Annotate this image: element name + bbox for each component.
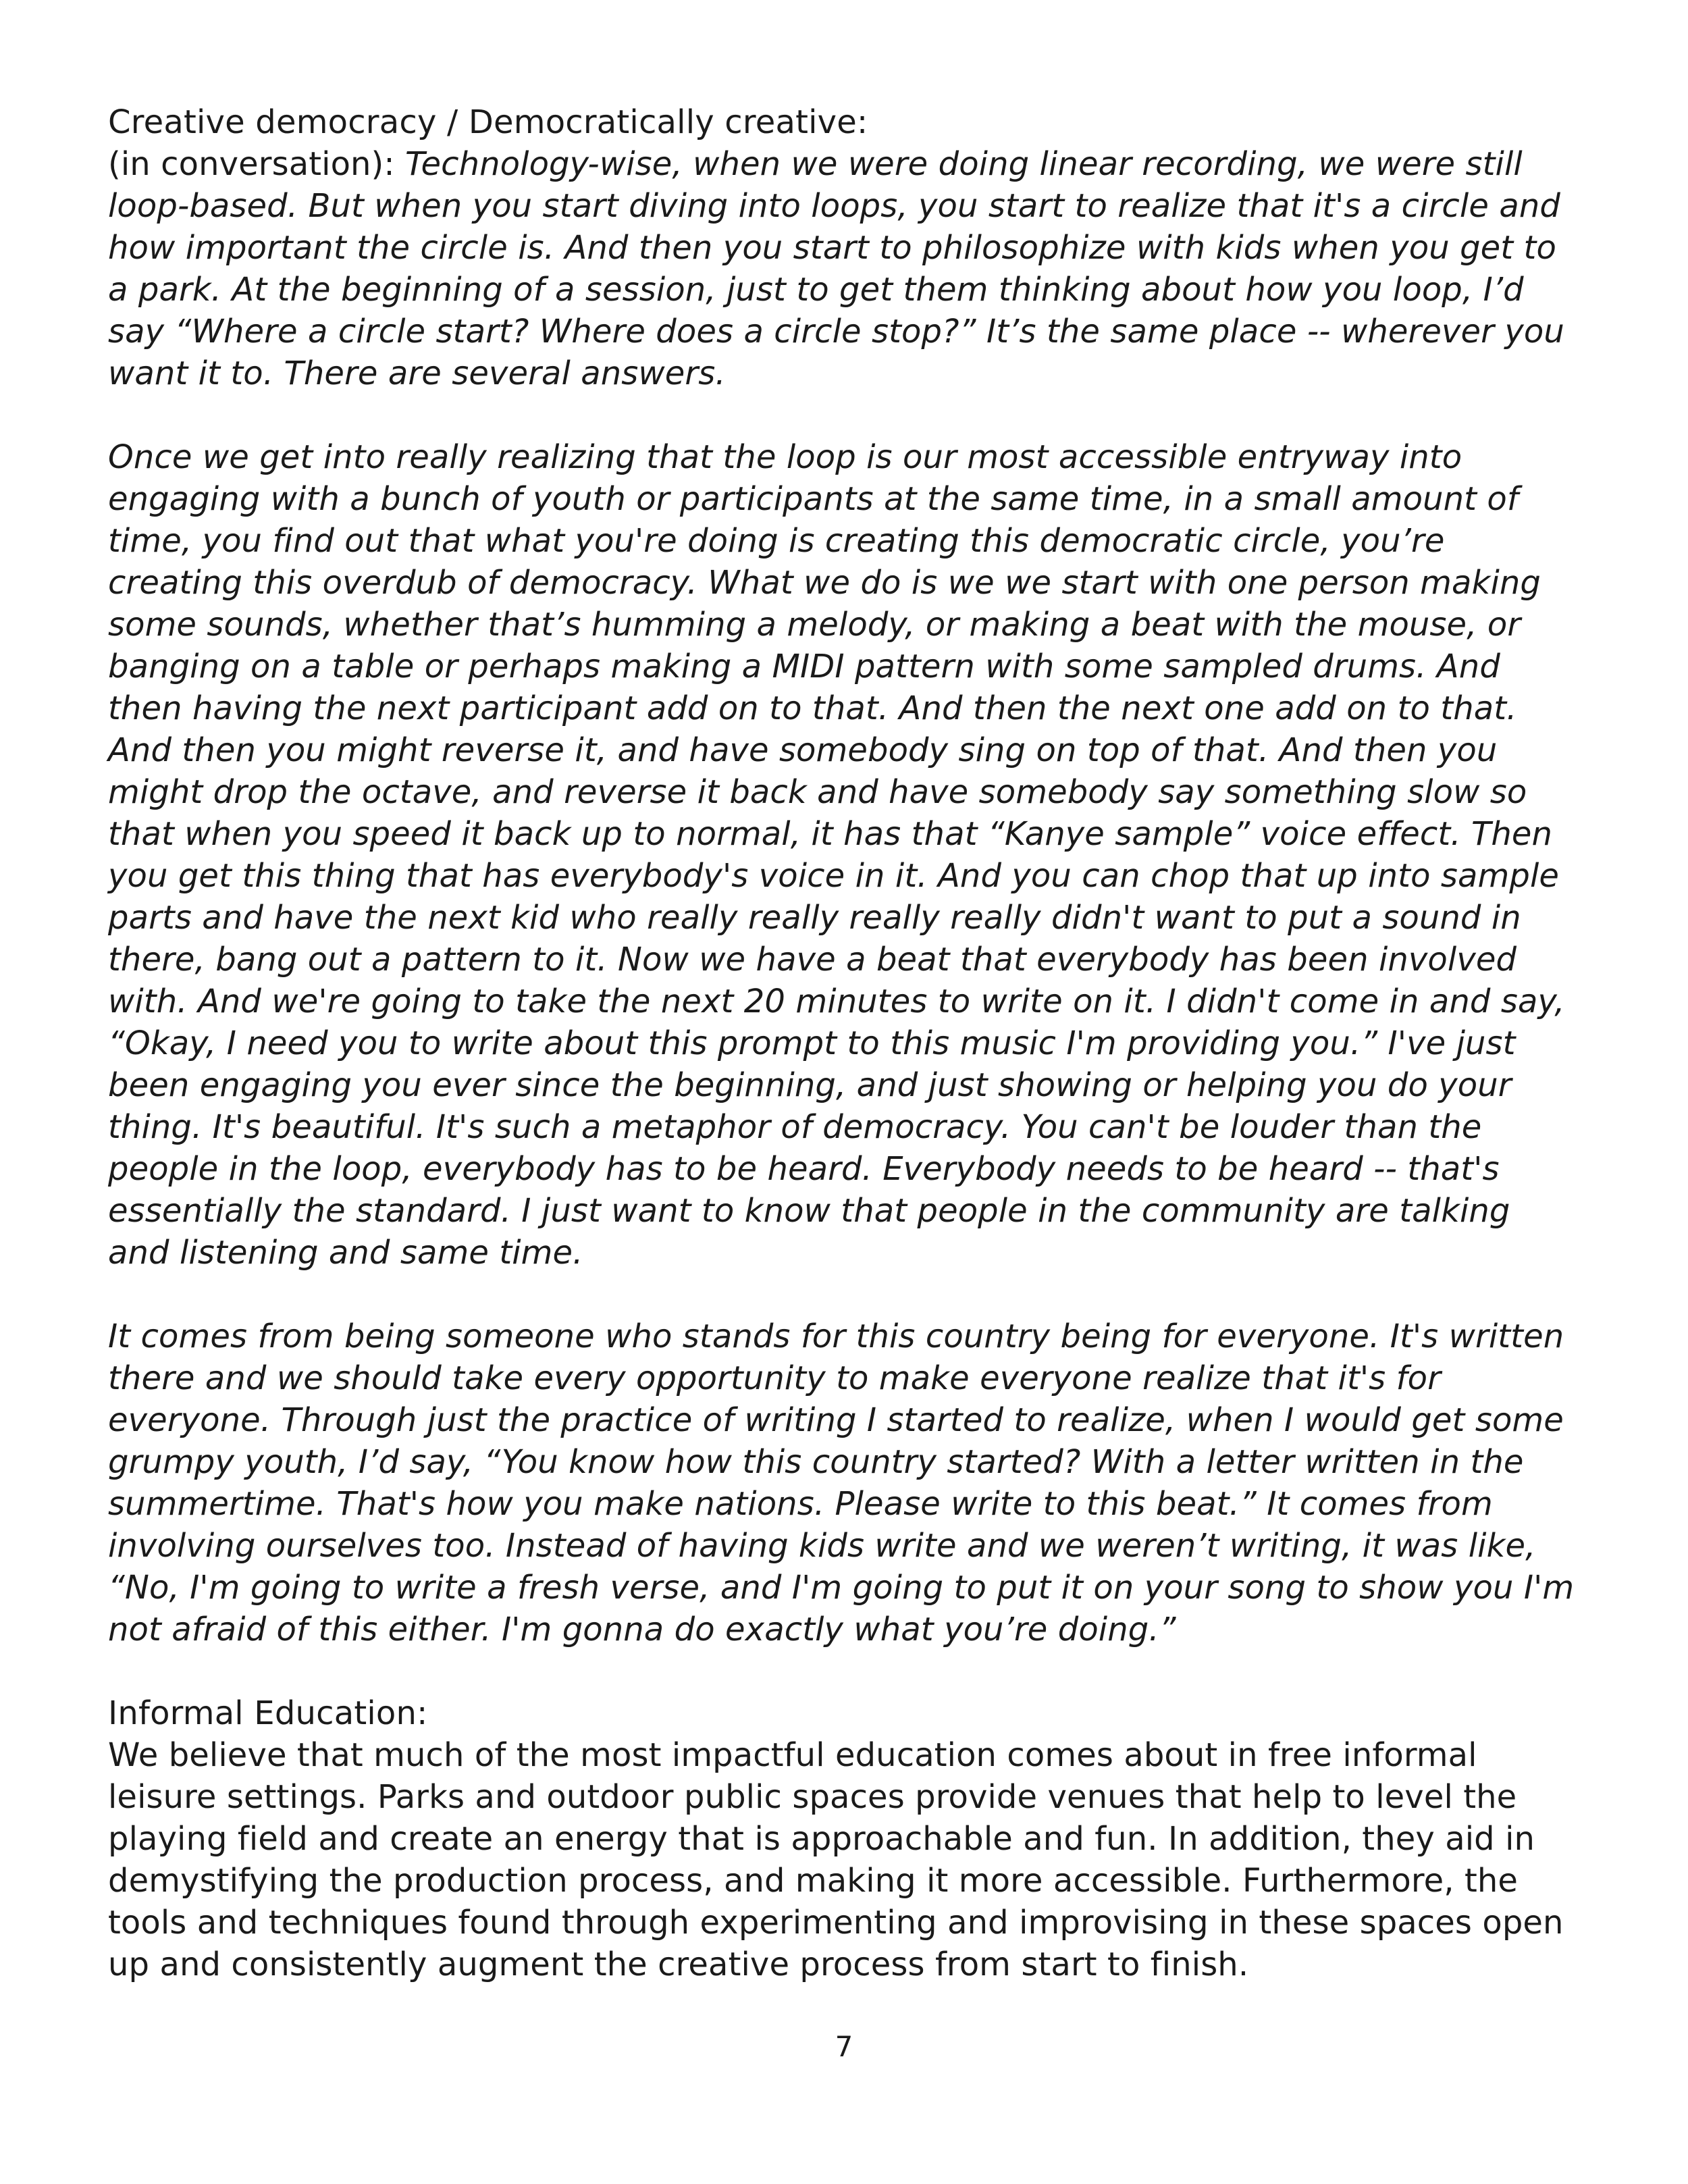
page-number: 7	[835, 2030, 853, 2063]
paragraph-spacer	[108, 394, 1580, 436]
quote-loops-circle: Technology-wise, when we were doing linear recording, we were still loop-based. But when you start diving into loops, you start to realize that it's a circle and how important the circle is. And then you start to philosophize with kids when you get to a park. At the beginning of a session, just to get them thinking about how you loop, I’d say “Where a circle start? Where does a circle stop?” It’s the same place -- wherever you want it to. There are several answers.	[108, 145, 1564, 392]
paragraph-spacer	[108, 1650, 1580, 1692]
paragraph-country-for-everyone: It comes from being someone who stands for this country being for everyone. It's written there and we should take every opportunity to make everyone realize that it's for everyone. Through just the practice of writing I started to realize, when I would get some grumpy youth, I’d say, “You know how this country started? With a letter written in the summertime. That's how you make nations. Please write to this beat.” It comes from involving ourselves too. Instead of having kids write and we weren’t writing, it was like, “No, I'm going to write a fresh verse, and I'm going to put it on your song to show you I'm not afraid of this either. I'm gonna do exactly what you’re doing.”	[108, 1318, 1575, 1648]
paragraph-democratic-circle: Once we get into really realizing that the loop is our most accessible entryway into engaging with a bunch of youth or participants at the same time, in a small amount of time, you find out that what you're doing is creating this democratic circle, you’re creating this overdub of democracy. What we do is we we start with one person making some sounds, whether that’s humming a melody, or making a beat with the mouse, or banging on a table or perhaps making a MIDI pattern with some sampled drums. And then having the next participant add on to that. And then the next one add on to that. And then you might reverse it, and have somebody sing on top of that. And then you might drop the octave, and reverse it back and have somebody say something slow so that when you speed it back up to normal, it has that “Kanye sample” voice effect. Then you get this thing that has everybody's voice in it. And you can chop that up into sample parts and have the next kid who really really really really didn't want to put a sound in there, bang out a pattern to it. Now we have a beat that everybody has been involved with. And we're going to take the next 20 minutes to write on it. I didn't come in and say, “Okay, I need you to write about this prompt to this music I'm providing you.” I've just been engaging you ever since the beginning, and just showing or helping you do your thing. It's beautiful. It's such a metaphor of democracy. You can't be louder than the people in the loop, everybody has to be heard. Everybody needs to be heard -- that's essentially the standard. I just want to know that people in the community are talking and listening and same time.	[108, 438, 1565, 1272]
conversation-prefix: (in conversation):	[108, 145, 406, 183]
paragraph-loops-intro	[108, 143, 1580, 394]
section-heading-creative-democracy: Creative democracy / Democratically creative:	[108, 103, 868, 141]
document-page	[108, 101, 1580, 1985]
paragraph-spacer	[108, 1274, 1580, 1316]
section-heading-informal-education: Informal Education:	[108, 1694, 428, 1732]
paragraph-informal-education: We believe that much of the most impactful education comes about in free informal leisure settings. Parks and outdoor public spaces provide venues that help to level the playing field and create an energy that is approachable and fun. In addition, they aid in demystifying the production process, and making it more accessible. Furthermore, the tools and techniques found through experimenting and improvising in these spaces open up and consistently augment the creative process from start to finish.	[108, 1736, 1564, 1983]
